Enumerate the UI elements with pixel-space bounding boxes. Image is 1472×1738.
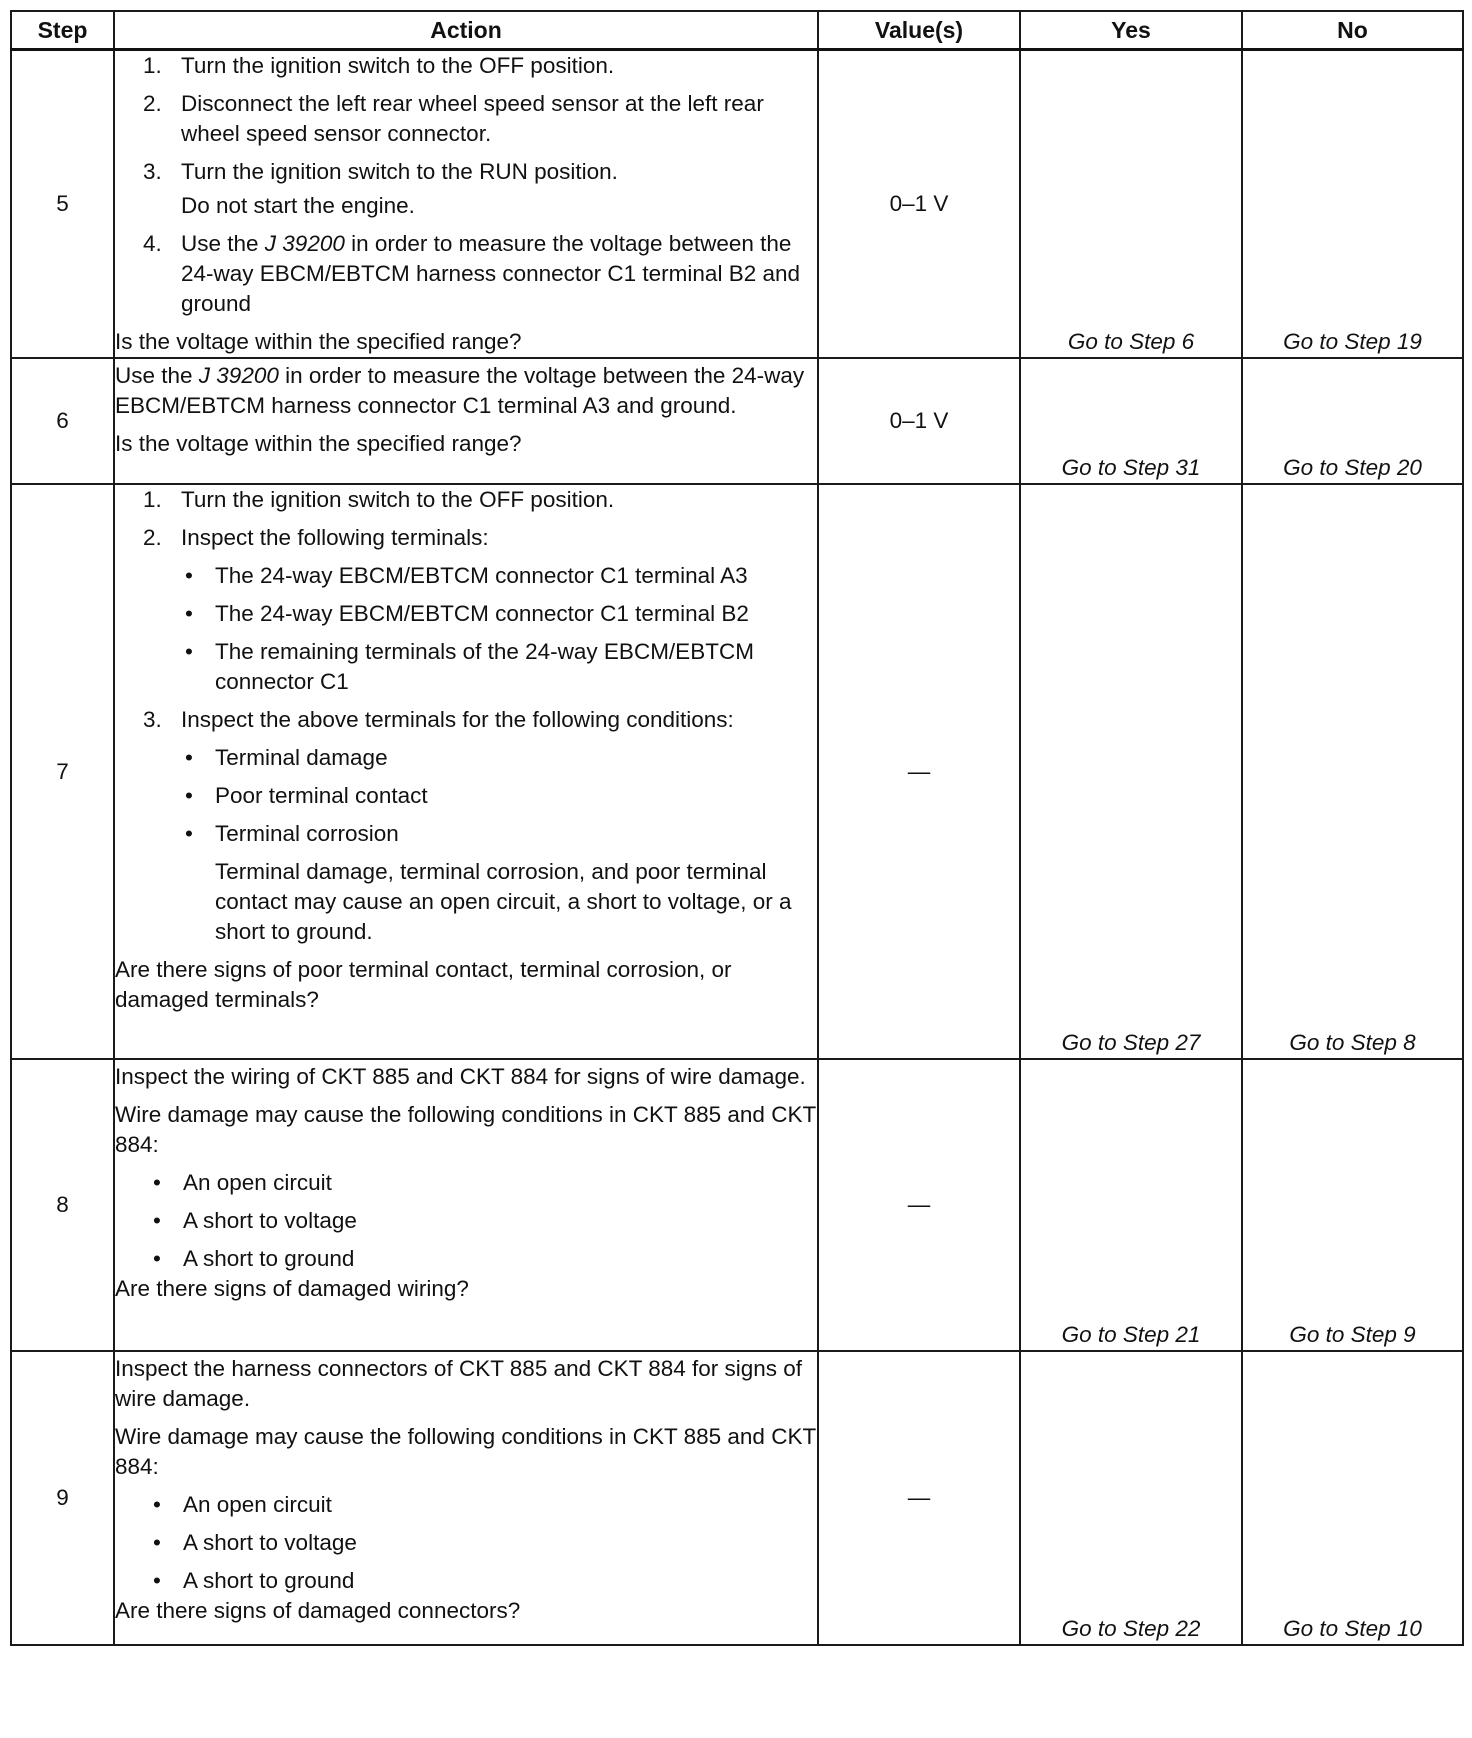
no-link[interactable]: Go to Step 20 [1242,358,1463,484]
bullet-item: • A short to voltage [153,1208,357,1233]
value-cell: — [818,484,1020,1059]
note: Terminal damage, terminal corrosion, and poor terminal contact may cause an open circuit, a short to voltage, or a short to ground. [215,859,792,944]
value-cell: 0–1 V [818,50,1020,359]
yes-link[interactable]: Go to Step 6 [1020,50,1242,359]
value-cell: 0–1 V [818,358,1020,484]
step-number: 7 [11,484,114,1059]
step-number: 6 [11,358,114,484]
step-number: 9 [11,1351,114,1645]
value-cell: — [818,1059,1020,1351]
question: Is the voltage within the specified range? [115,431,522,456]
yes-link[interactable]: Go to Step 21 [1020,1059,1242,1351]
action-cell [114,50,818,359]
lead-text: Wire damage may cause the following conditions in CKT 885 and CKT 884: [115,1424,816,1479]
table-row-step-6 [11,358,1463,484]
list-item: 2. Inspect the following terminals: [143,525,489,550]
list-item: 3. Turn the ignition switch to the RUN position. [143,159,618,184]
table-row-step-7 [11,484,1463,1059]
header-action: Action [114,11,818,50]
list-item: 1. Turn the ignition switch to the OFF position. [143,53,615,78]
header-step: Step [11,11,114,50]
value-cell: — [818,1351,1020,1645]
bullet-item: • Poor terminal contact [185,783,428,808]
table-row-step-9 [11,1351,1463,1645]
bullet-item: • Terminal corrosion [185,821,399,846]
sub-note: Do not start the engine. [181,193,415,218]
bullet-item: • The 24-way EBCM/EBTCM connector C1 terminal A3 [185,563,748,588]
action-cell [114,1059,818,1351]
action-cell [114,1351,818,1645]
tool-reference: J 39200 [264,231,345,256]
bullet-item: • The 24-way EBCM/EBTCM connector C1 terminal B2 [185,601,749,626]
bullet-item: • An open circuit [153,1170,332,1195]
diagnostic-table [10,10,1464,1646]
step-number: 5 [11,50,114,359]
list-item: 3. Inspect the above terminals for the following conditions: [143,707,734,732]
bullet-item: • A short to voltage [153,1530,357,1555]
instruction: Use the J 39200 in order to measure the voltage between the 24-way EBCM/EBTCM harness connector C1 terminal A3 and ground. [115,363,805,418]
header-values: Value(s) [818,11,1020,50]
bullet-item: • An open circuit [153,1492,332,1517]
no-link[interactable]: Go to Step 19 [1242,50,1463,359]
bullet-item: • The remaining terminals of the 24-way EBCM/EBTCM connector C1 [185,639,754,694]
yes-link[interactable]: Go to Step 27 [1020,484,1242,1059]
question: Are there signs of damaged connectors? [115,1598,521,1623]
action-cell [114,484,818,1059]
bullet-item: • A short to ground [153,1568,355,1593]
action-cell [114,358,818,484]
header-row [11,11,1463,50]
list-item: 4. Use the J 39200 in order to measure the voltage between the 24-way EBCM/EBTCM harness connector C1 terminal B2 and ground [143,231,801,316]
yes-link[interactable]: Go to Step 31 [1020,358,1242,484]
question: Is the voltage within the specified range? [115,329,522,354]
table-row-step-5 [11,50,1463,359]
list-item: 1. Turn the ignition switch to the OFF position. [143,487,615,512]
table-row-step-8 [11,1059,1463,1351]
instruction: Inspect the wiring of CKT 885 and CKT 884 for signs of wire damage. [115,1064,806,1089]
step-number: 8 [11,1059,114,1351]
header-no: No [1242,11,1463,50]
no-link[interactable]: Go to Step 8 [1242,484,1463,1059]
question: Are there signs of damaged wiring? [115,1276,469,1301]
bullet-item: • Terminal damage [185,745,388,770]
no-link[interactable]: Go to Step 10 [1242,1351,1463,1645]
lead-text: Wire damage may cause the following conditions in CKT 885 and CKT 884: [115,1102,816,1157]
yes-link[interactable]: Go to Step 22 [1020,1351,1242,1645]
tool-reference: J 39200 [198,363,279,388]
question: Are there signs of poor terminal contact, terminal corrosion, or damaged terminals? [115,957,732,1012]
header-yes: Yes [1020,11,1242,50]
instruction: Inspect the harness connectors of CKT 885 and CKT 884 for signs of wire damage. [115,1356,803,1411]
list-item: 2. Disconnect the left rear wheel speed sensor at the left rear wheel speed sensor connector. [143,91,764,146]
no-link[interactable]: Go to Step 9 [1242,1059,1463,1351]
bullet-item: • A short to ground [153,1246,355,1271]
